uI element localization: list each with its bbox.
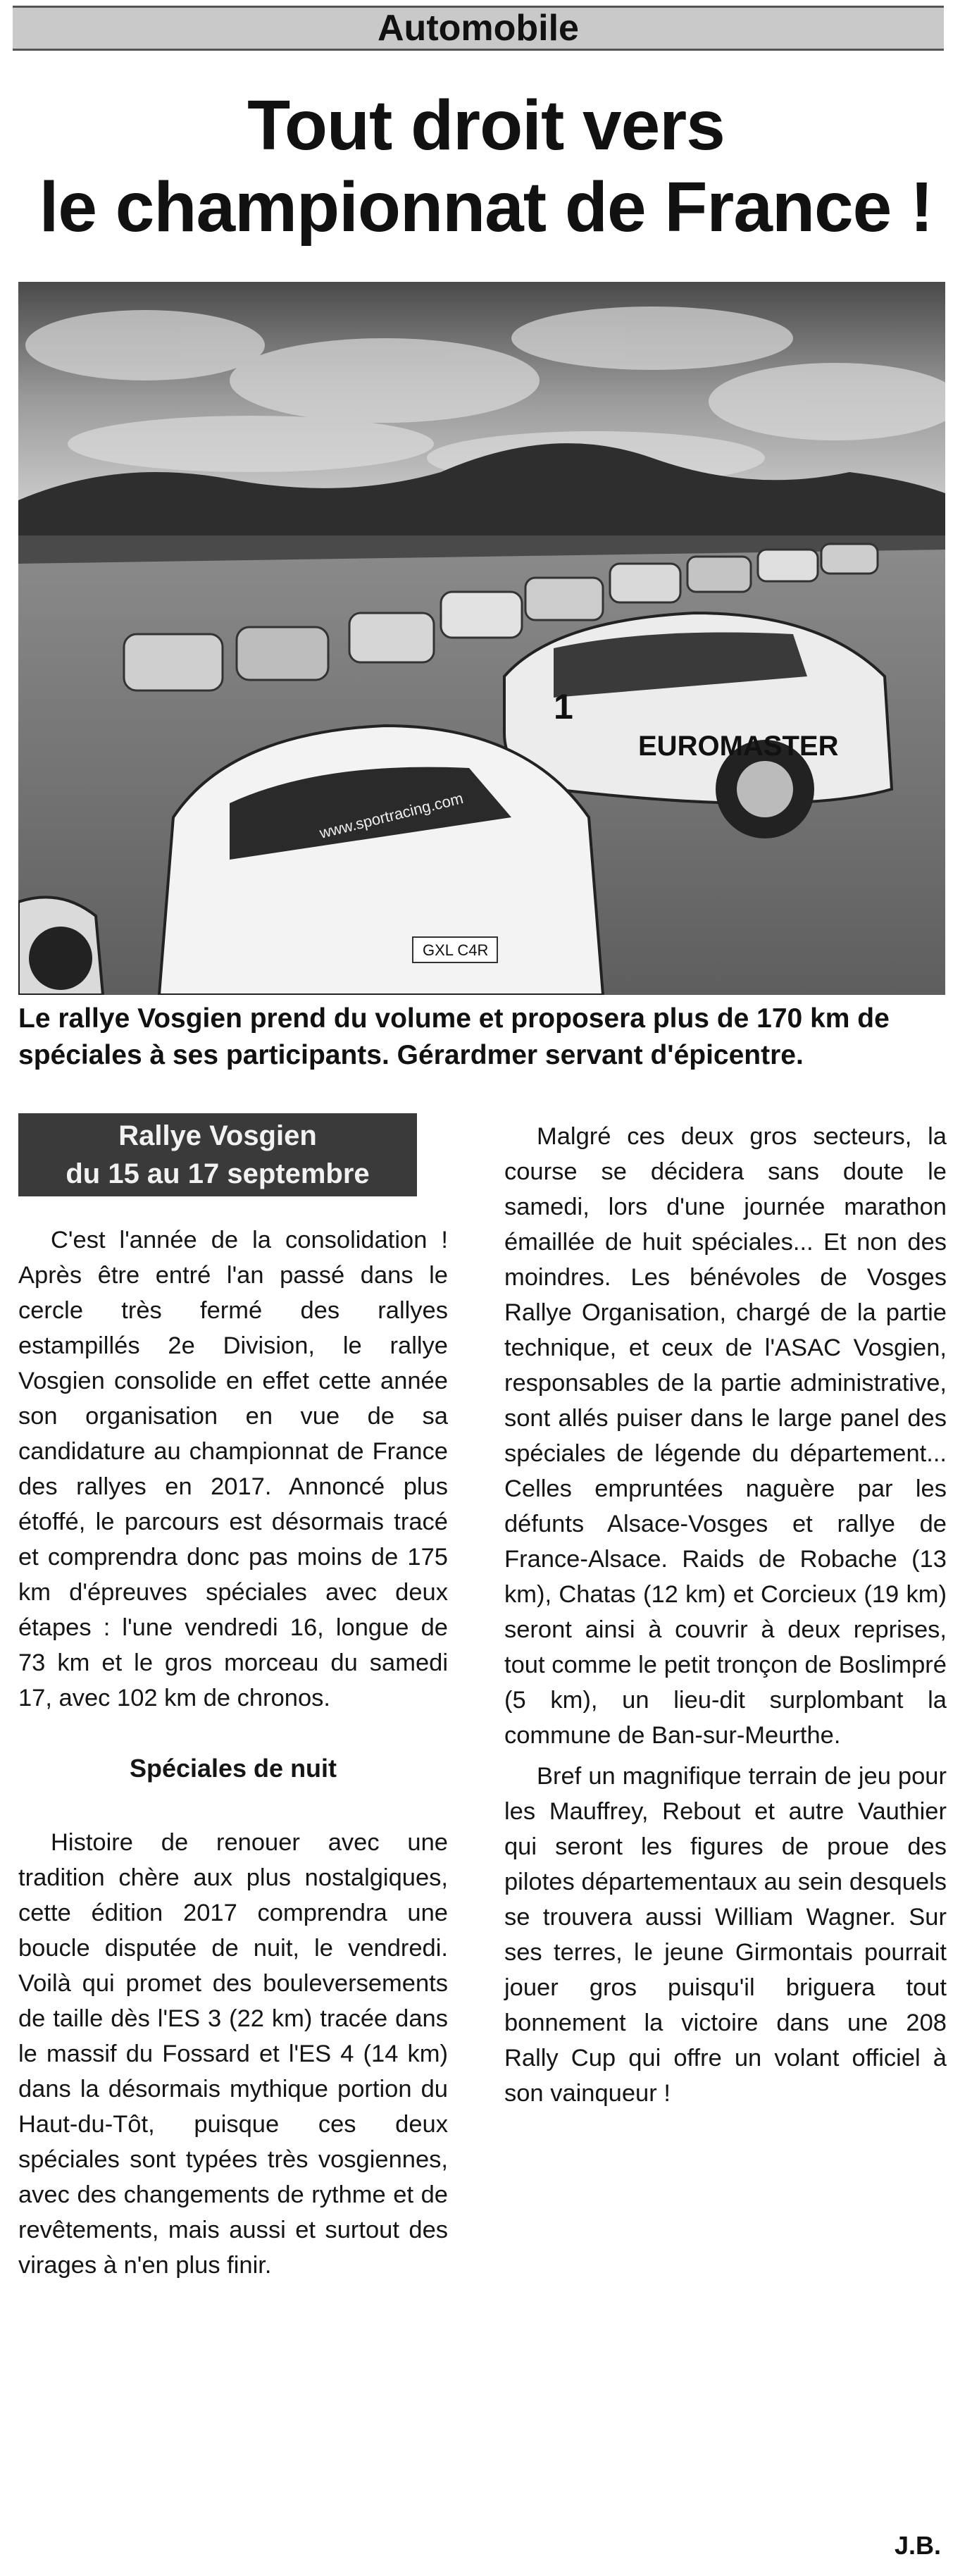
rally-car-edge-left <box>18 897 103 995</box>
photo-caption: Le rallye Vosgien prend du volume et proposera plus de 170 km de spéciales à ses participants. Gérardmer servant d'épicentre. <box>18 1003 890 1070</box>
subheading: Spéciales de nuit <box>129 1754 337 1783</box>
kicker-box <box>18 1113 417 1196</box>
sponsor-label: EUROMASTER <box>638 731 839 762</box>
car-number: 1 <box>554 687 573 726</box>
article-column-1 <box>18 1222 448 2283</box>
license-plate: GXL C4R <box>423 941 489 959</box>
section-banner <box>13 6 944 51</box>
headline-line-2: le championnat de France ! <box>39 168 933 247</box>
kicker-line-2: du 15 au 17 septembre <box>66 1158 370 1189</box>
rally-car-front <box>159 726 603 995</box>
headline-line-1: Tout droit vers <box>247 86 725 165</box>
section-title: Automobile <box>378 8 579 49</box>
windshield-banner: www.sportracing.com <box>318 789 466 842</box>
kicker-line-1: Rallye Vosgien <box>118 1120 317 1151</box>
rally-park-illustration <box>18 282 945 995</box>
paragraph-saturday: Malgré ces deux gros secteurs, la course se décidera sans doute le samedi, lors d'une journée marathon émaillée de huit spéciales... Et non des moindres. Les bénévoles de Vosges Rallye Organisation, chargé de la partie technique, et ceux de l'ASAC Vosgien, responsables de la partie administrative, sont allés puiser dans le large panel des spéciales de légende du département... Celles empruntées naguère par les défunts Alsace-Vosges et rallye de France-Alsace. Raids de Robache (13 km), Chatas (12 km) et Corcieux (19 km) seront ainsi à couvrir à deux reprises, tout comme le petit tronçon de Boslimpré (5 km), un lieu-dit surplombant la commune de Ban-sur-Meurthe. <box>504 1123 947 1749</box>
article-photo <box>18 282 945 995</box>
author-signature: J.B. <box>894 2531 941 2560</box>
article-column-2 <box>504 1119 947 2111</box>
paragraph-night-stages: Histoire de renouer avec une tradition chère aux plus nostalgiques, cette édition 2017 comprendra une boucle disputée de nuit, le vendredi. Voilà qui promet des bouleversements de taille dès l'ES 3 (22 km) tracée dans le massif du Fossard et l'ES 4 (14 km) dans la désormais mythique portion du Haut-du-Tôt, puisque ces deux spéciales sont typées très vosgiennes, avec des changements de rythme et de revêtements, mais aussi et surtout des virages à n'en plus finir. <box>18 1829 448 2279</box>
paragraph-drivers: Bref un magnifique terrain de jeu pour les Mauffrey, Rebout et autre Vauthier qui seront les figures de proue des pilotes départementaux au sein desquels se trouvera aussi William Wagner. Sur ses terres, le jeune Girmontais pourrait jouer gros puisqu'il briguera tout bonnement la victoire dans une 208 Rally Cup qui offre un volant officiel à son vainqueur ! <box>504 1763 947 2107</box>
paragraph-intro: C'est l'année de la consolidation ! Après être entré l'an passé dans le cercle très fermé des rallyes estampillés 2e Division, le rallye Vosgien consolide en effet cette année son organisation en vue de sa candidature au championnat de France des rallyes en 2017. Annoncé plus étoffé, le parcours est désormais tracé et comprendra donc pas moins de 175 km d'épreuves spéciales avec deux étapes : l'une vendredi 16, longue de 73 km et le gros morceau du samedi 17, avec 102 km de chronos. <box>18 1227 448 1711</box>
headline <box>14 85 958 248</box>
